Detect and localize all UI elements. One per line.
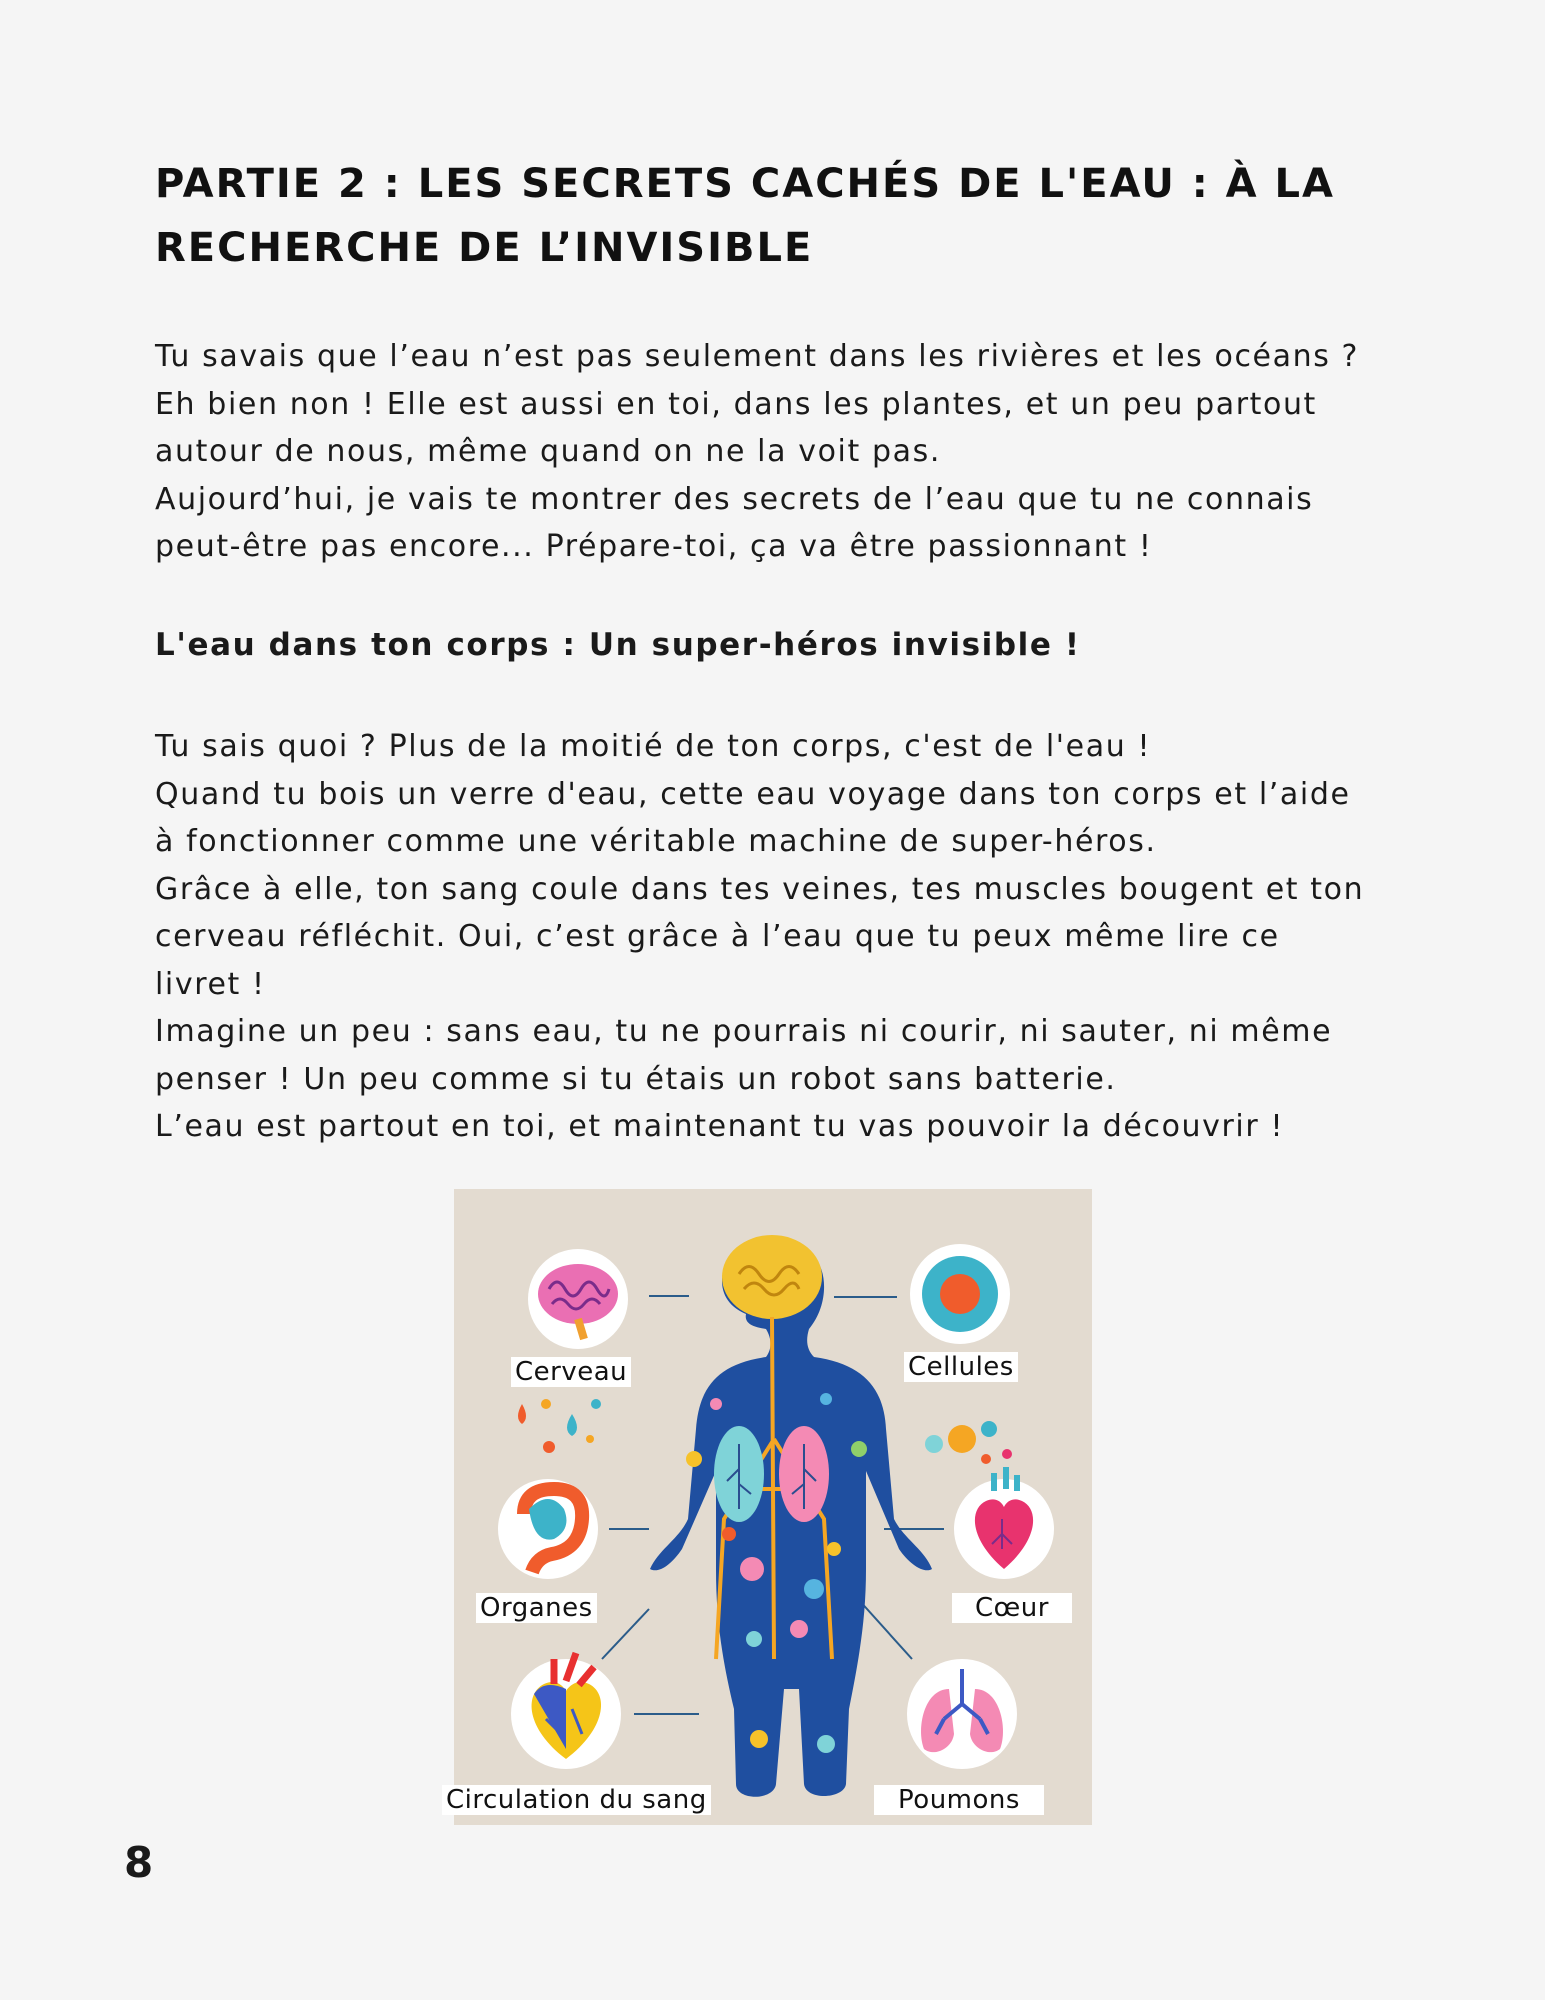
text-line: Imagine un peu : sans eau, tu ne pourrais ni courir, ni sauter, ni même <box>155 1014 1333 1049</box>
title-line-2: RECHERCHE DE L’INVISIBLE <box>155 225 814 271</box>
label-circulation: Circulation du sang <box>442 1785 711 1815</box>
text-line: L’eau est partout en toi, et maintenant tu vas pouvoir la découvrir ! <box>155 1109 1285 1144</box>
text-line: à fonctionner comme une véritable machine de super-héros. <box>155 824 1157 859</box>
text-line: Eh bien non ! Elle est aussi en toi, dans les plantes, et un peu partout <box>155 386 1317 422</box>
page-title <box>155 152 1395 280</box>
text-line: Grâce à elle, ton sang coule dans tes veines, tes muscles bougent et ton <box>155 871 1365 907</box>
text-line: peut-être pas encore... Prépare-toi, ça va être passionnant ! <box>155 529 1153 564</box>
section-paragraph <box>155 723 1405 1151</box>
human-figure <box>650 1235 932 1797</box>
title-line-1: PARTIE 2 : LES SECRETS CACHÉS DE L'EAU : À LA <box>155 161 1335 207</box>
label-poumons: Poumons <box>874 1785 1044 1815</box>
page-number: 8 <box>124 1838 154 1887</box>
intro-paragraph <box>155 333 1405 571</box>
brain-icon <box>528 1249 628 1349</box>
label-organes: Organes <box>476 1593 597 1623</box>
text-line: penser ! Un peu comme si tu étais un robot sans batterie. <box>155 1061 1117 1097</box>
text-line: cerveau réfléchit. Oui, c’est grâce à l’eau que tu peux même lire ce <box>155 919 1280 954</box>
water-drops-icon <box>518 1399 601 1453</box>
label-cellules: Cellules <box>904 1352 1018 1382</box>
text-line: Aujourd’hui, je vais te montrer des secrets de l’eau que tu ne connais <box>155 481 1314 517</box>
organs-icon <box>498 1479 598 1579</box>
label-coeur: Cœur <box>952 1593 1072 1623</box>
text-line: livret ! <box>155 966 266 1002</box>
body-illustration <box>446 1189 1092 1825</box>
body-illustration-art <box>454 1189 1092 1825</box>
lungs-icon <box>907 1659 1017 1769</box>
text-line: autour de nous, même quand on ne la voit pas. <box>155 434 941 469</box>
heart-icon <box>954 1467 1054 1579</box>
text-line: Quand tu bois un verre d'eau, cette eau voyage dans ton corps et l’aide <box>155 776 1351 812</box>
label-cerveau: Cerveau <box>511 1357 631 1387</box>
text-line: Tu savais que l’eau n’est pas seulement dans les rivières et les océans ? <box>155 339 1360 374</box>
text-line: Tu sais quoi ? Plus de la moitié de ton corps, c'est de l'eau ! <box>155 729 1152 764</box>
section-heading: L'eau dans ton corps : Un super-héros invisible ! <box>155 627 1081 663</box>
circulation-icon <box>511 1653 621 1769</box>
